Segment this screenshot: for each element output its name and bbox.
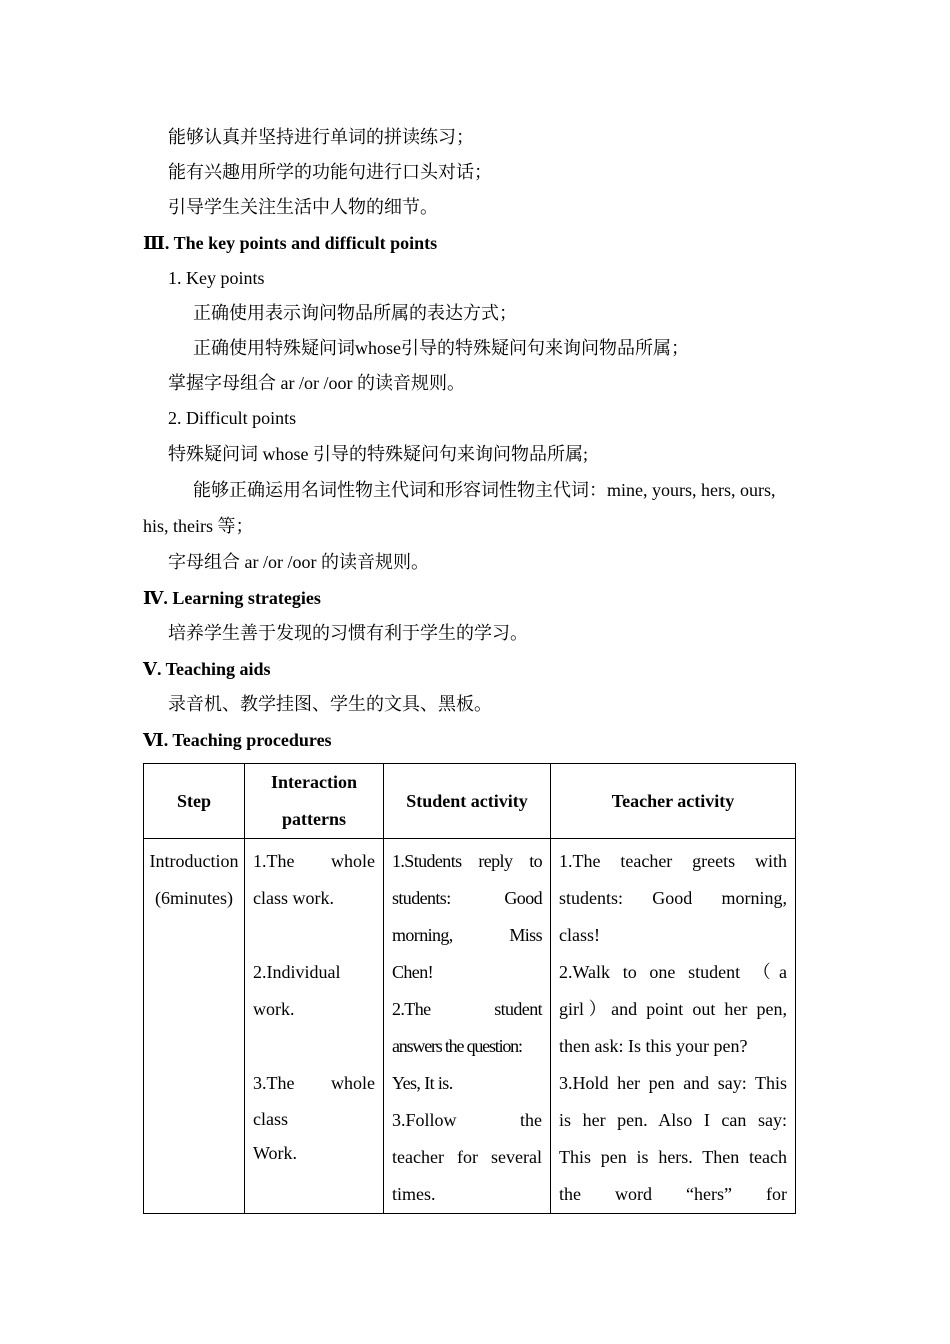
section-6-heading: Ⅵ. Teaching procedures	[143, 730, 332, 750]
difficult-point-item-2-cont: his, theirs 等；	[143, 516, 254, 536]
table-row	[144, 839, 796, 1214]
step-line-1: Introduction	[149, 851, 239, 871]
section-3-heading: Ⅲ. The key points and difficult points	[143, 233, 438, 253]
student-line-1: 1.Students reply to	[392, 851, 542, 871]
teacher-line-8: is her pen. Also I can say:	[559, 1110, 787, 1130]
key-point-item-2: 正确使用特殊疑问词whose引导的特殊疑问句来询问物品所属；	[193, 338, 689, 358]
objective-line-2: 能有兴趣用所学的功能句进行口头对话；	[168, 162, 492, 182]
key-points-label: 1. Key points	[168, 268, 265, 288]
teacher-line-2: students: Good morning,	[559, 888, 787, 908]
teaching-aids-text: 录音机、教学挂图、学生的文具、黑板。	[168, 694, 492, 714]
objective-line-1: 能够认真并坚持进行单词的拼读练习；	[168, 127, 474, 147]
student-line-7: Yes, It is.	[392, 1073, 453, 1093]
procedures-table	[143, 763, 796, 1214]
difficult-point-item-3: 字母组合 ar /or /oor 的读音规则。	[168, 552, 429, 572]
key-point-item-1: 正确使用表示询问物品所属的表达方式；	[193, 303, 517, 323]
section-4-heading: Ⅳ. Learning strategies	[143, 588, 321, 608]
student-line-8: 3.Follow the	[392, 1110, 542, 1130]
header-interaction-line-1: Interaction	[271, 772, 357, 792]
student-line-5: 2.The student	[392, 999, 542, 1019]
table-header-row	[144, 764, 796, 839]
objective-line-3: 引导学生关注生活中人物的细节。	[168, 197, 438, 217]
interaction-cell	[245, 839, 384, 1214]
teacher-activity-cell	[551, 839, 796, 1214]
header-interaction-line-2: patterns	[282, 809, 346, 829]
interaction-line-5: 3.The whole	[253, 1073, 375, 1093]
student-line-3: morning, Miss	[392, 925, 542, 945]
teacher-line-10: the word “hers” for	[559, 1184, 787, 1204]
header-interaction-patterns	[245, 764, 384, 839]
student-line-10: times.	[392, 1184, 436, 1204]
student-activity-cell	[384, 839, 551, 1214]
student-line-6: answers the question:	[392, 1036, 522, 1056]
interaction-line-6: class	[253, 1109, 288, 1129]
student-line-9: teacher for several	[392, 1147, 542, 1167]
section-5-heading: Ⅴ. Teaching aids	[143, 659, 271, 679]
difficult-points-label: 2. Difficult points	[168, 408, 297, 428]
teacher-line-4: 2.Walk to one student （a	[559, 962, 787, 982]
teacher-line-9: This pen is hers. Then teach	[559, 1147, 787, 1167]
difficult-point-item-2: 能够正确运用名词性物主代词和形容词性物主代词：mine, yours, hers, ours,	[193, 480, 776, 500]
difficult-point-item-1: 特殊疑问词 whose 引导的特殊疑问句来询问物品所属;	[168, 444, 588, 464]
interaction-line-1: 1.The whole	[253, 851, 375, 871]
teacher-line-5: girl）and point out her pen,	[559, 999, 787, 1019]
header-step: Step	[144, 764, 245, 839]
interaction-line-3: 2.Individual	[253, 962, 341, 982]
step-cell	[144, 839, 245, 1214]
student-line-2: students: Good	[392, 888, 542, 908]
student-line-4: Chen!	[392, 962, 433, 982]
teacher-line-3: class!	[559, 925, 600, 945]
teacher-line-7: 3.Hold her pen and say: This	[559, 1073, 787, 1093]
interaction-line-4: work.	[253, 999, 295, 1019]
learning-strategies-text: 培养学生善于发现的习惯有利于学生的学习。	[168, 623, 528, 643]
header-student-activity: Student activity	[384, 764, 551, 839]
header-teacher-activity: Teacher activity	[551, 764, 796, 839]
interaction-line-7: Work.	[253, 1143, 298, 1163]
step-line-2: (6minutes)	[155, 888, 233, 908]
teacher-line-6: then ask: Is this your pen?	[559, 1036, 748, 1056]
teacher-line-1: 1.The teacher greets with	[559, 851, 787, 871]
key-point-item-3: 掌握字母组合 ar /or /oor 的读音规则。	[168, 373, 465, 393]
interaction-line-2: class work.	[253, 888, 334, 908]
